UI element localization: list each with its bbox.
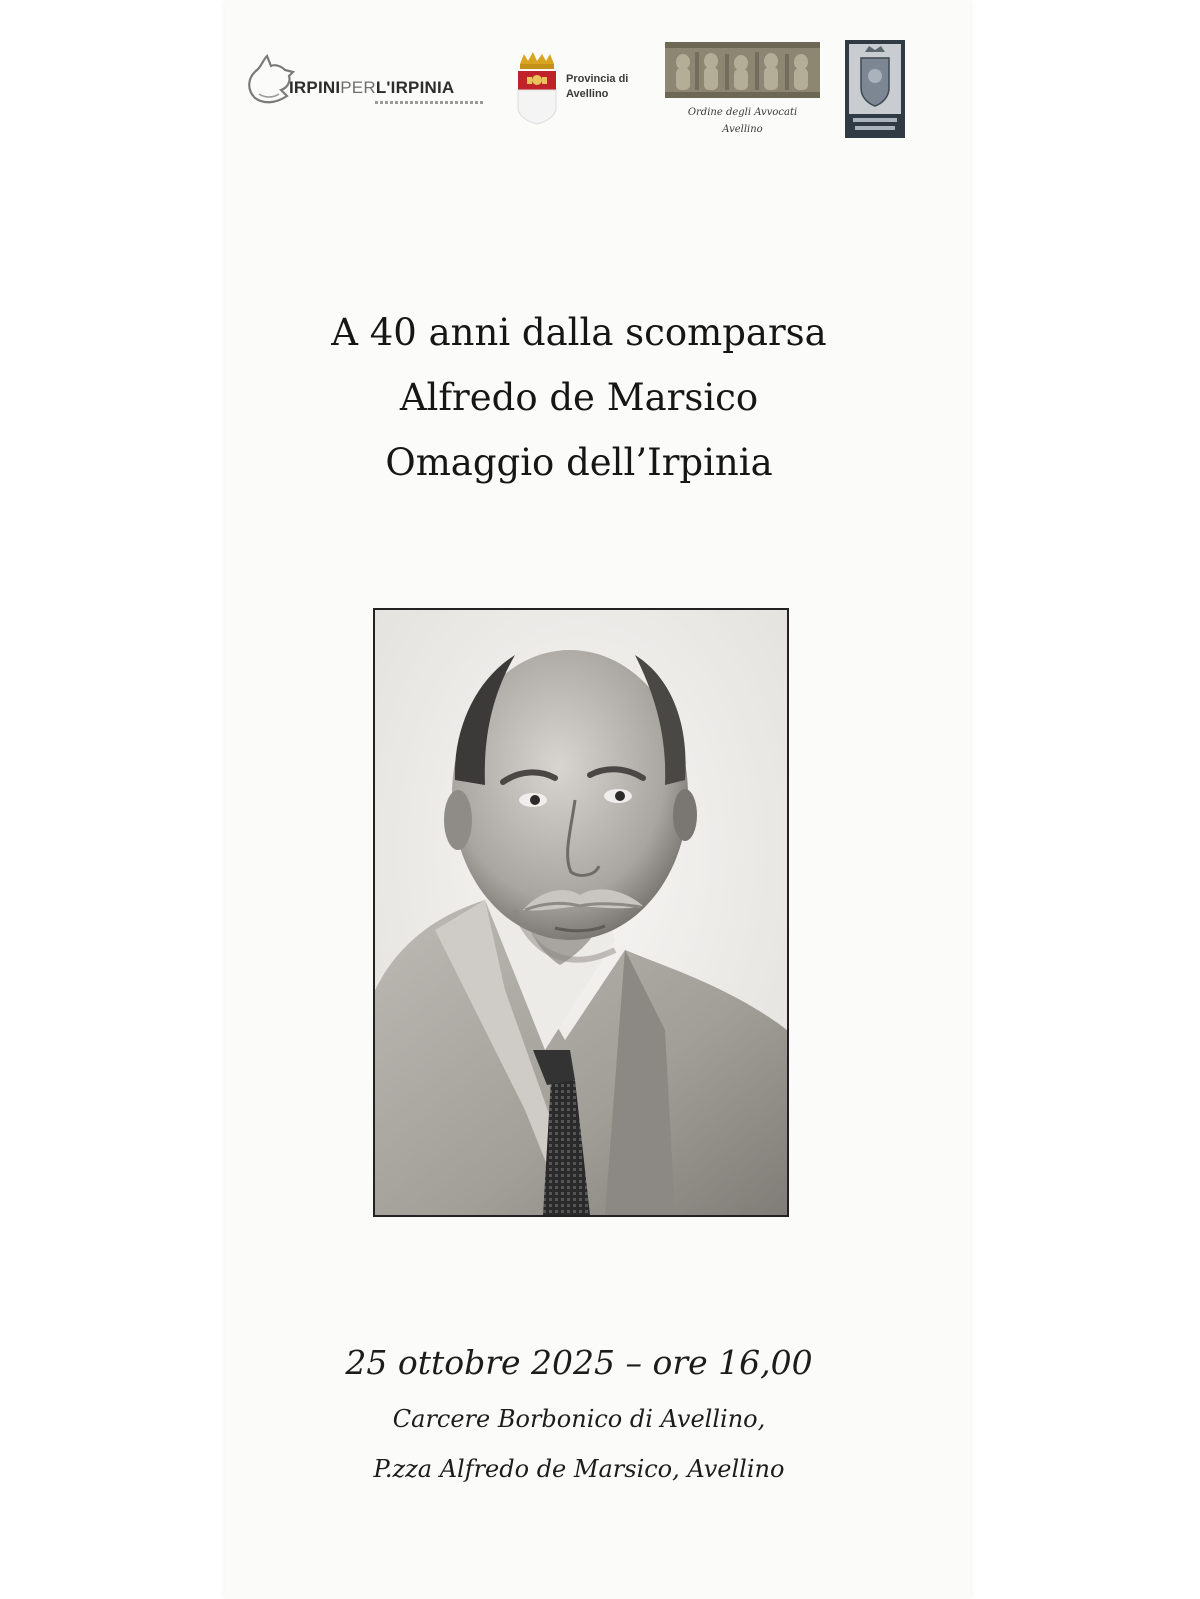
event-address: P.zza Alfredo de Marsico, Avellino (373, 1455, 785, 1483)
provincia-avellino-logo (514, 50, 649, 126)
irpini-tagline-strip (375, 101, 485, 104)
avvocati-logo-caption: Ordine degli Avvocati Avellino (687, 107, 798, 135)
title-line-tribute: Omaggio dell’Irpinia (385, 441, 773, 484)
event-date-time: 25 ottobre 2025 – ore 16,00 (345, 1343, 813, 1382)
title-line-anniversary: A 40 anni dalla scomparsa (331, 311, 827, 354)
event-title (0, 300, 1158, 495)
irpini-per-irpinia-logo (245, 54, 493, 112)
bas-relief-frieze-icon (665, 42, 820, 98)
sponsor-logos (0, 38, 1200, 148)
event-venue: Carcere Borbonico di Avellino, (392, 1405, 766, 1433)
portrait-illustration (375, 610, 787, 1215)
irpini-logo-text: IRPINIPERL'IRPINIA (289, 78, 455, 97)
event-details (0, 1338, 1158, 1494)
title-line-name: Alfredo de Marsico (399, 376, 759, 419)
provincia-logo-label: Provincia di Avellino (566, 73, 629, 100)
provincia-crest-icon (514, 50, 560, 126)
portrait-photo (373, 608, 789, 1217)
biblioteca-logo (845, 40, 905, 138)
library-crest-icon (845, 40, 905, 138)
ordine-avvocati-logo (665, 42, 820, 146)
